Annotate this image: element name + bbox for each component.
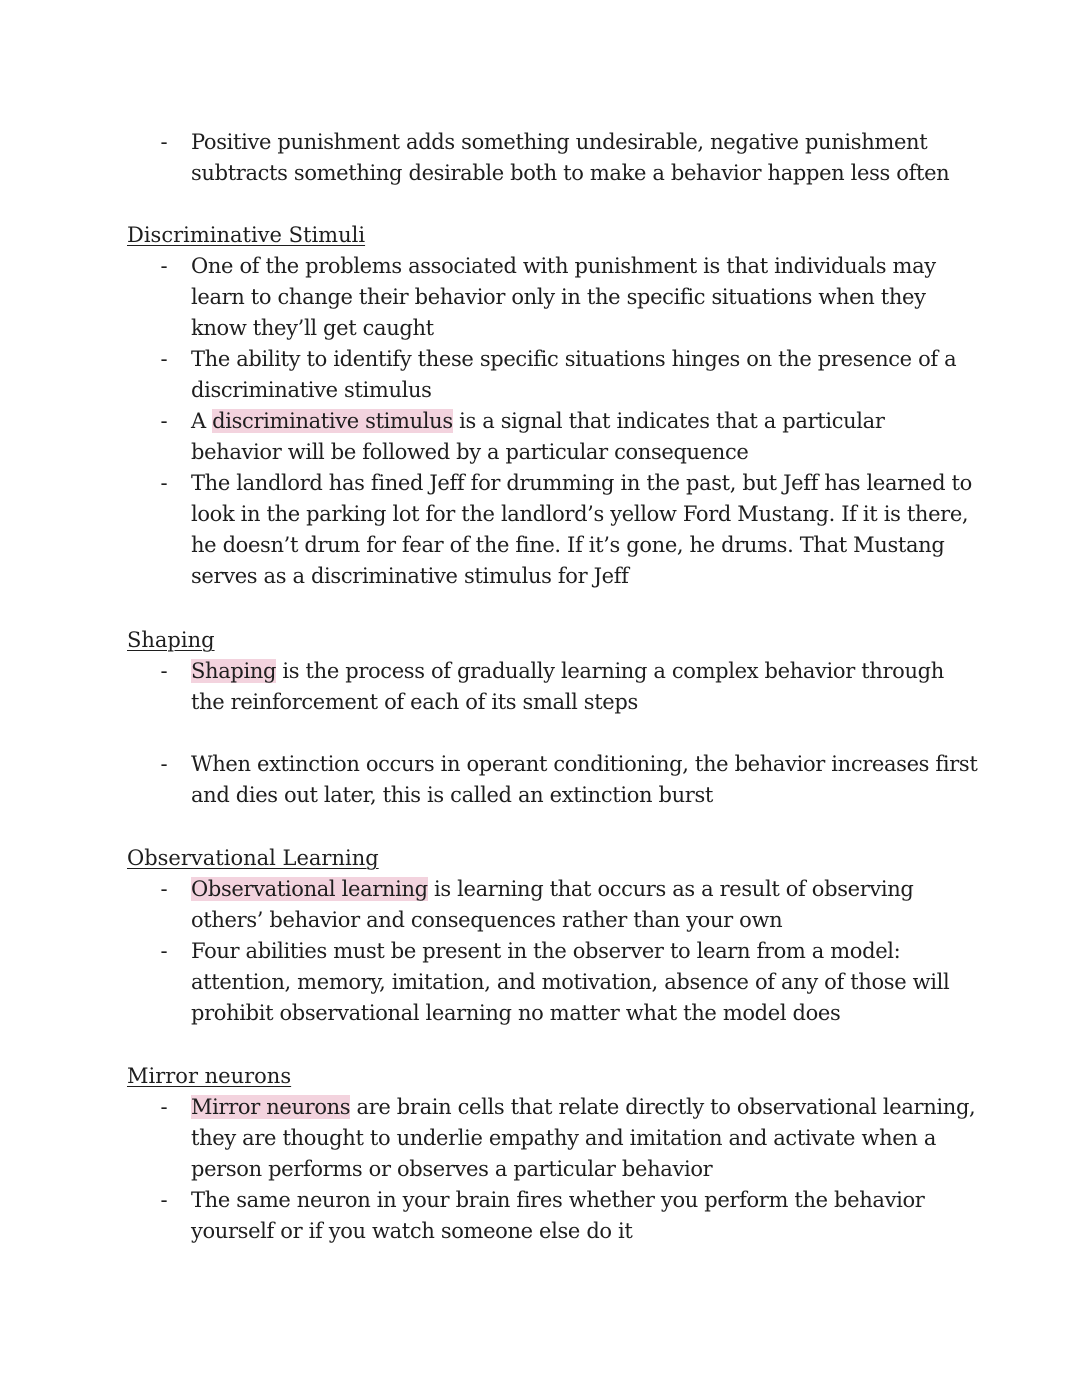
list-item-text: The same neuron in your brain fires whether you perform the behavior yourself or if you watch someone else do it [191,1188,925,1244]
section-heading: Mirror neurons [127,1064,292,1088]
list-item-text: Mirror neurons are brain cells that relate directly to observational learning, they are thought to underlie empathy and imitation and activate when a person performs or observes a particular behavior [191,1095,976,1182]
section-heading: Discriminative Stimuli [127,223,366,247]
bullet-dash: - [160,877,168,901]
list-item-text: Four abilities must be present in the observer to learn from a model: attention, memory, imitation, and motivation, absence of any of those will prohibit observational learning no matter what the model does [191,939,950,1026]
highlighted-term: Mirror neurons [191,1095,351,1119]
list-item-text: Shaping is the process of gradually learning a complex behavior through the reinforcement of each of its small steps [191,659,944,715]
bullet-dash: - [160,130,168,154]
list-item-text: Observational learning is learning that occurs as a result of observing others’ behavior and consequences rather than your own [191,877,914,933]
highlighted-term: Shaping [191,659,277,683]
bullet-dash: - [160,1095,168,1119]
list-item-text: Positive punishment adds something undesirable, negative punishment subtracts something desirable both to make a behavior happen less often [191,130,950,186]
section-heading: Observational Learning [127,846,379,870]
list-item-text: The ability to identify these specific situations hinges on the presence of a discriminative stimulus [191,347,957,403]
bullet-dash: - [160,939,168,963]
bullet-dash: - [160,409,168,433]
list-item-text: A discriminative stimulus is a signal that indicates that a particular behavior will be followed by a particular consequence [191,409,885,465]
list-item-text: The landlord has fined Jeff for drumming in the past, but Jeff has learned to look in the parking lot for the landlord’s yellow Ford Mustang. If it is there, he doesn’t drum for fear of the fine. If it’s gone, he drums. That Mustang serves as a discriminative stimulus for Jeff [191,471,972,589]
bullet-dash: - [160,471,168,495]
section-heading: Shaping [127,628,215,652]
list-item-text: One of the problems associated with punishment is that individuals may learn to change their behavior only in the specific situations when they know they’ll get caught [191,254,936,341]
bullet-dash: - [160,347,168,371]
bullet-dash: - [160,659,168,683]
highlighted-term: discriminative stimulus [212,409,453,433]
list-item-text: When extinction occurs in operant conditioning, the behavior increases first and dies out later, this is called an extinction burst [191,752,978,808]
bullet-dash: - [160,254,168,278]
bullet-dash: - [160,1188,168,1212]
bullet-dash: - [160,752,168,776]
highlighted-term: Observational learning [191,877,428,901]
